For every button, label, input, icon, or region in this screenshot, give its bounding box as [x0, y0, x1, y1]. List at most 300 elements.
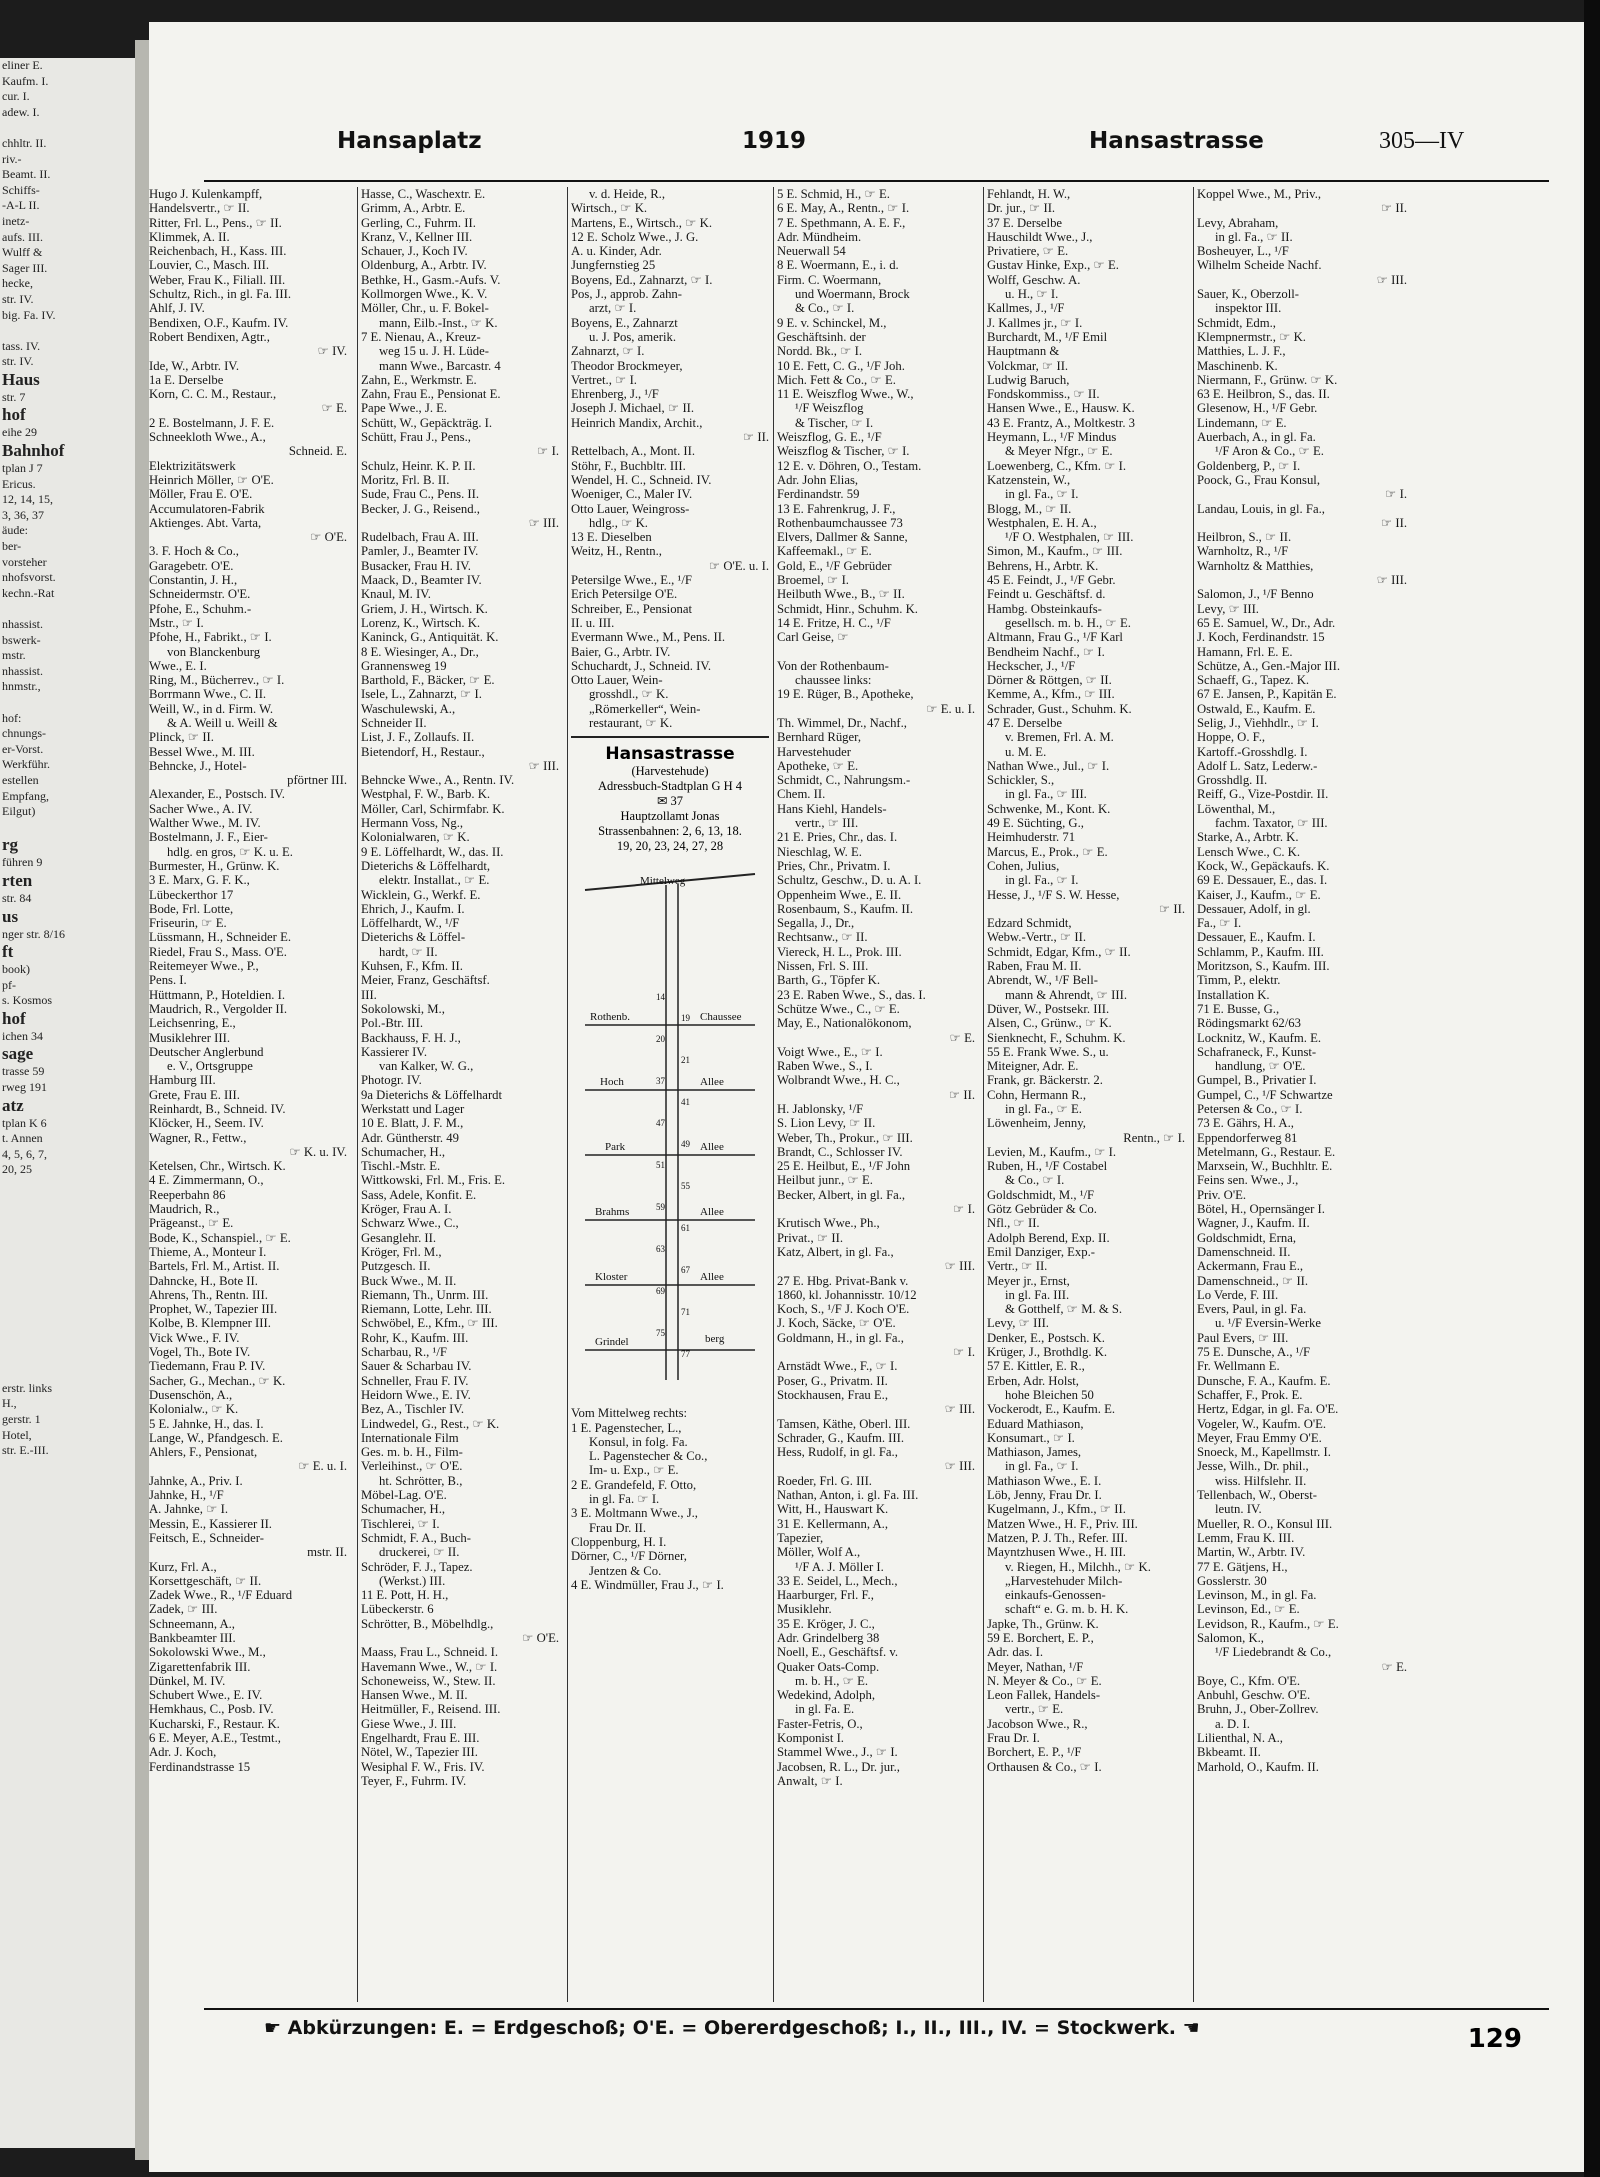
directory-entry: Denker, E., Postsch. K. — [987, 1330, 1105, 1345]
directory-entry: Glesenow, H., ¹/F Gebr. — [1197, 401, 1318, 416]
directory-entry: Kröger, Frau A. I. — [361, 1202, 452, 1217]
directory-entry: Schütt, Frau J., Pens., — [361, 430, 471, 445]
directory-entry: Bode, Frl. Lotte, — [149, 901, 234, 916]
directory-entry: Scharbau, R., ¹/F — [361, 1345, 447, 1360]
directory-entry: Koppel Wwe., M., Priv., — [1197, 187, 1322, 201]
directory-entry: Wagner, J., Kaufm. II. — [1197, 1216, 1310, 1231]
prev-page-line: äude: — [2, 523, 28, 538]
previous-page-strip — [0, 58, 135, 2148]
prev-page-line: Empfang, — [2, 788, 49, 803]
directory-entry: Schwöbel, E., Kfm., ☞ III. — [361, 1316, 498, 1331]
directory-entry: Zadek, ☞ III. — [149, 1602, 218, 1617]
directory-entry: Ring, M., Bücherrev., ☞ I. — [149, 673, 285, 688]
directory-entry: Burmester, H., Grünw. K. — [149, 858, 280, 873]
directory-entry: Landau, Louis, in gl. Fa., — [1197, 501, 1325, 516]
directory-entry: Sauer & Scharbau IV. — [361, 1359, 472, 1374]
directory-entry: Katz, Albert, in gl. Fa., — [777, 1244, 894, 1259]
map-label: berg — [705, 1333, 725, 1346]
directory-entry: Levidson, R., Kaufm., ☞ E. — [1197, 1616, 1339, 1631]
directory-entry: Lübeckerthor 17 — [149, 887, 234, 902]
directory-entry: Komponist I. — [777, 1731, 844, 1746]
street-below-line: Jentzen & Co. — [589, 1563, 662, 1578]
map-house-number: 21 — [681, 1055, 690, 1066]
directory-entry: Pfohe, E., Schuhm.- — [149, 601, 252, 616]
directory-entry: Ehrenberg, J., ¹/F — [571, 387, 659, 402]
directory-entry: Westphal, F. W., Barb. K. — [361, 787, 491, 802]
directory-entry: in gl. Fa., ☞ E. — [1005, 1102, 1082, 1116]
prev-page-line: estellen — [2, 772, 39, 787]
directory-entry: Miteigner, Adr. E. — [987, 1059, 1079, 1074]
prev-page-line: rweg 191 — [2, 1080, 47, 1095]
directory-entry: Bruhn, J., Ober-Zollrev. — [1197, 1702, 1319, 1717]
map-label: Allee — [700, 1206, 724, 1219]
directory-entry: Constantin, J. H., — [149, 573, 238, 588]
directory-entry: Evers, Paul, in gl. Fa. — [1197, 1302, 1307, 1317]
directory-entry: Schneemann, A., — [149, 1616, 235, 1631]
directory-entry: Löb, Jenny, Frau Dr. I. — [987, 1488, 1102, 1503]
directory-entry: Schaeff, G., Tapez. K. — [1197, 673, 1310, 688]
column-divider — [357, 187, 358, 2002]
directory-entry: Alexander, E., Postsch. IV. — [149, 787, 285, 802]
prev-page-line: big. Fa. IV. — [2, 307, 56, 322]
directory-entry: 5 E. Jahnke, H., das. I. — [149, 1416, 264, 1431]
directory-entry: schaft“ e. G. m. b. H. K. — [1005, 1602, 1129, 1617]
directory-entry: Woeniger, C., Maler IV. — [571, 487, 693, 502]
directory-entry: Otto Lauer, Wein- — [571, 673, 663, 688]
directory-entry: v. d. Heide, R., — [589, 187, 665, 201]
prev-page-line: kechn.-Rat — [2, 585, 55, 600]
directory-entry: Haarburger, Frl. F., — [777, 1588, 874, 1603]
directory-entry: restaurant, ☞ K. — [589, 715, 673, 730]
directory-entry: Schröder, F. J., Tapez. — [361, 1559, 473, 1574]
prev-page-line: nhofsvorst. — [2, 570, 56, 585]
directory-entry: in gl. Fa. E. — [795, 1702, 855, 1717]
directory-entry: ☞ E. — [1381, 1659, 1407, 1674]
directory-entry: Alsen, C., Grünw., ☞ K. — [987, 1016, 1112, 1031]
directory-entry: & Gotthelf, ☞ M. & S. — [1005, 1302, 1123, 1317]
map-label: Allee — [700, 1141, 724, 1154]
directory-entry: mstr. II. — [307, 1545, 347, 1560]
prev-page-line: Werkführ. — [2, 757, 51, 772]
directory-entry: Giese Wwe., J. III. — [361, 1716, 457, 1731]
directory-entry: Von der Rothenbaum- — [777, 658, 889, 673]
directory-entry: Tischl.-Mstr. E. — [361, 1159, 441, 1174]
map-house-number: 47 — [656, 1118, 665, 1129]
prev-page-line — [0, 323, 135, 339]
directory-entry: inspektor III. — [1215, 301, 1282, 316]
directory-entry: Simon, M., Kaufm., ☞ III. — [987, 544, 1123, 559]
prev-page-line — [0, 1225, 135, 1241]
directory-entry: Bkbeamt. II. — [1197, 1745, 1261, 1760]
directory-entry: ¹/F Weiszflog — [795, 401, 864, 416]
directory-entry: in gl. Fa., ☞ III. — [1005, 787, 1087, 802]
prev-page-line: sage — [2, 1044, 34, 1064]
prev-page-line: erstr. links — [2, 1380, 52, 1395]
directory-entry: Zahnarzt, ☞ I. — [571, 344, 645, 359]
directory-entry: Klimmek, A. II. — [149, 229, 230, 244]
map-house-number: 75 — [656, 1328, 665, 1339]
book-gutter — [135, 40, 149, 2160]
directory-entry: Nötel, W., Tapezier III. — [361, 1745, 478, 1760]
directory-entry: A. u. Kinder, Adr. — [571, 244, 662, 259]
directory-entry: Hauschildt Wwe., J., — [987, 229, 1093, 244]
directory-entry: 67 E. Jansen, P., Kapitän E. — [1197, 687, 1337, 702]
directory-entry: Petersen & Co., ☞ I. — [1197, 1102, 1303, 1116]
directory-entry: Ostwald, E., Kaufm. E. — [1197, 701, 1316, 716]
directory-entry: Rettelbach, A., Mont. II. — [571, 444, 696, 459]
map-label: Allee — [700, 1076, 724, 1089]
prev-page-line: us — [2, 906, 19, 926]
directory-entry: Bendheim Nachf., ☞ I. — [987, 644, 1105, 659]
map-label: Grindel — [595, 1336, 629, 1349]
directory-entry: 6 E. May, A., Rentn., ☞ I. — [777, 201, 910, 216]
directory-entry: Accumulatoren-Fabrik — [149, 501, 265, 516]
directory-entry: Dessauer, E., Kaufm. I. — [1197, 930, 1316, 945]
directory-entry: ☞ O'E. u. I. — [708, 558, 769, 573]
directory-entry: Vertr., ☞ II. — [987, 1259, 1048, 1274]
prev-page-line: vorsteher — [2, 554, 47, 569]
directory-entry: Blogg, M., ☞ II. — [987, 501, 1072, 516]
directory-entry: Installation K. — [1197, 987, 1270, 1002]
directory-entry: „Römerkeller“, Wein- — [589, 701, 701, 716]
directory-entry: Jesse, Wilh., Dr. phil., — [1197, 1459, 1309, 1474]
directory-entry: Wirtsch., ☞ K. — [571, 201, 648, 216]
directory-entry: ¹/F Liedebrandt & Co., — [1215, 1645, 1332, 1660]
prev-page-line: ber- — [2, 539, 22, 554]
directory-entry: Apotheke, ☞ E. — [777, 758, 859, 773]
prev-page-line: riv.- — [2, 151, 22, 166]
directory-entry: Schrader, G., Kaufm. III. — [777, 1430, 905, 1445]
directory-entry: in gl. Fa., ☞ I. — [1005, 873, 1079, 888]
directory-entry: Matthies, L. J. F., — [1197, 344, 1286, 359]
directory-entry: Garagebetr. O'E. — [149, 558, 234, 573]
directory-entry: Oppenheim Wwe., E. II. — [777, 887, 902, 902]
street-below-line: Konsul, in folg. Fa. — [589, 1434, 688, 1449]
directory-entry: Ketelsen, Chr., Wirtsch. K. — [149, 1159, 286, 1174]
directory-entry: Tellenbach, W., Oberst- — [1197, 1488, 1317, 1503]
directory-entry: Marcus, E., Prok., ☞ E. — [987, 844, 1108, 859]
directory-entry: Schickler, S., — [987, 773, 1055, 788]
directory-entry: Hamburg III. — [149, 1073, 216, 1088]
directory-entry: & Meyer Nfgr., ☞ E. — [1005, 444, 1113, 459]
directory-entry: & Co., ☞ I. — [795, 301, 855, 316]
directory-entry: Griem, J. H., Wirtsch. K. — [361, 601, 488, 616]
directory-entry: Mayntzhusen Wwe., H. III. — [987, 1545, 1126, 1560]
directory-entry: Kucharski, F., Restaur. K. — [149, 1716, 280, 1731]
directory-entry: Roeder, Frl. G. III. — [777, 1473, 872, 1488]
directory-entry: Schmidt, Hinr., Schuhm. K. — [777, 601, 918, 616]
directory-entry: Riedel, Frau S., Mass. O'E. — [149, 944, 287, 959]
directory-entry: Hans Kiehl, Handels- — [777, 801, 887, 816]
street-below-line: in gl. Fa. ☞ I. — [589, 1492, 660, 1507]
directory-entry: 1860, kl. Johannisstr. 10/12 — [777, 1287, 917, 1302]
street-below-line: 1 E. Pagenstecher, L., — [571, 1420, 682, 1435]
directory-entry: Boye, C., Kfm. O'E. — [1197, 1673, 1301, 1688]
directory-entry: 25 E. Heilbut, E., ¹/F John — [777, 1159, 911, 1174]
directory-entry: vertr., ☞ III. — [795, 816, 859, 831]
directory-entry: 21 E. Pries, Chr., das. I. — [777, 830, 898, 845]
directory-entry: 71 E. Busse, G., — [1197, 1001, 1280, 1016]
directory-entry: Grete, Frau E. III. — [149, 1087, 240, 1102]
prev-page-line: er-Vorst. — [2, 741, 44, 756]
directory-entry: Vogel, Th., Bote IV. — [149, 1345, 251, 1360]
directory-entry: Leon Fallek, Handels- — [987, 1688, 1101, 1703]
directory-entry: Schmidt, Edm., — [1197, 315, 1276, 330]
directory-entry: Schrader, Gust., Schuhm. K. — [987, 701, 1132, 716]
prev-page-line — [0, 1209, 135, 1225]
directory-entry: Rechtsanw., ☞ II. — [777, 930, 868, 945]
directory-entry: 73 E. Gährs, H. A., — [1197, 1116, 1294, 1131]
directory-entry: Schneidermstr. O'E. — [149, 587, 251, 602]
directory-entry: Wittkowski, Frl. M., Fris. E. — [361, 1173, 505, 1188]
directory-entry: A. Jahnke, ☞ I. — [149, 1502, 229, 1517]
directory-entry: Maudrich, R., Vergolder II. — [149, 1001, 288, 1016]
directory-entry: Evermann Wwe., M., Pens. II. — [571, 630, 726, 645]
prev-page-line: t. Annen — [2, 1131, 43, 1146]
directory-entry: Teyer, F., Fuhrm. IV. — [361, 1773, 467, 1788]
directory-entry: Lange, W., Pfandgesch. E. — [149, 1430, 283, 1445]
directory-entry: Hüttmann, P., Hoteldien. I. — [149, 987, 286, 1002]
directory-entry: (Werkst.) III. — [379, 1573, 446, 1588]
directory-entry: Schaffer, F., Prok. E. — [1197, 1387, 1303, 1402]
directory-entry: Maudrich, R., — [149, 1202, 220, 1217]
directory-entry: Louvier, C., Masch. III. — [149, 258, 269, 273]
directory-entry: Schneider II. — [361, 715, 427, 730]
directory-entry: Behncke Wwe., A., Rentn. IV. — [361, 773, 515, 788]
directory-entry: Kaffeemakl., ☞ E. — [777, 544, 872, 559]
directory-entry: Moritz, Frl. B. II. — [361, 472, 450, 487]
header-left-street: Hansaplatz — [337, 128, 482, 154]
directory-entry: Witt, H., Hauswart K. — [777, 1502, 889, 1517]
directory-entry: Möller, Wolf A., — [777, 1545, 861, 1560]
directory-entry: Dieterichs & Löffelhardt, — [361, 858, 491, 873]
directory-entry: ☞ E. — [949, 1030, 975, 1045]
directory-entry: Hauptmann & — [987, 344, 1060, 359]
directory-entry: 12 E. v. Döhren, O., Testam. — [777, 458, 922, 473]
directory-entry: Ahlf, J. IV. — [149, 301, 205, 316]
directory-entry: Pape Wwe., J. E. — [361, 401, 448, 416]
prev-page-line: eliner E. — [2, 58, 43, 72]
directory-entry: v. Bremen, Frl. A. M. — [1005, 730, 1114, 745]
directory-entry: hohe Bleichen 50 — [1005, 1387, 1094, 1402]
directory-entry: Grannensweg 19 — [361, 658, 447, 673]
map-label: Hoch — [600, 1076, 624, 1089]
directory-entry: in gl. Fa. III. — [1005, 1287, 1070, 1302]
directory-entry: J. Koch, Säcke, ☞ O'E. — [777, 1316, 896, 1331]
directory-entry: Schultz, Rich., in gl. Fa. III. — [149, 287, 292, 302]
street-block-subtitle: (Harvestehude) — [631, 764, 709, 779]
directory-entry: Pens. I. — [149, 973, 187, 988]
directory-entry: arzt, ☞ I. — [589, 301, 637, 316]
prev-page-line: gerstr. 1 — [2, 1411, 41, 1426]
directory-entry: Bötel, H., Opernsänger I. — [1197, 1202, 1325, 1217]
directory-entry: Stammel Wwe., J., ☞ I. — [777, 1745, 898, 1760]
directory-entry: 69 E. Dessauer, E., das. I. — [1197, 873, 1328, 888]
directory-entry: Lindemann, ☞ E. — [1197, 415, 1287, 430]
directory-entry: ☞ III. — [528, 515, 559, 530]
prev-page-line: pf- — [2, 977, 16, 992]
prev-page-line: bswerk- — [2, 632, 41, 647]
prev-page-line — [0, 1303, 135, 1319]
directory-entry: Theodor Brockmeyer, — [571, 358, 683, 373]
directory-entry: Baier, G., Arbtr. IV. — [571, 644, 671, 659]
directory-entry: Th. Wimmel, Dr., Nachf., — [777, 715, 907, 730]
directory-entry: Reinhardt, B., Schneid. IV. — [149, 1102, 286, 1116]
directory-entry: Westphalen, E. H. A., — [987, 515, 1097, 530]
directory-entry: Busacker, Frau H. IV. — [361, 558, 471, 573]
directory-entry: Feindt u. Geschäftsf. d. — [987, 587, 1106, 602]
directory-entry: Levy, ☞ III. — [1197, 601, 1259, 616]
directory-entry: Kollmorgen Wwe., K. V. — [361, 287, 488, 302]
directory-entry: Walther Wwe., M. IV. — [149, 816, 261, 831]
directory-entry: Bostelmann, J. F., Eier- — [149, 830, 268, 845]
street-below-line: 4 E. Windmüller, Frau J., ☞ I. — [571, 1577, 724, 1592]
directory-entry: ☞ I. — [953, 1202, 975, 1217]
directory-entry: Warnholtz, R., ¹/F — [1197, 544, 1289, 559]
directory-entry: Goldschmidt, Erna, — [1197, 1230, 1297, 1245]
directory-entry: 55 E. Frank Wwe. S., u. — [987, 1044, 1109, 1059]
directory-entry: Borrmann Wwe., C. II. — [149, 687, 267, 702]
directory-entry: Sauer, K., Oberzoll- — [1197, 287, 1300, 302]
directory-entry: Knaul, M. IV. — [361, 587, 431, 602]
map-house-number: 51 — [656, 1160, 665, 1171]
directory-entry: & Tischer, ☞ I. — [795, 415, 874, 430]
directory-entry: 75 E. Dunsche, A., ¹/F — [1197, 1345, 1311, 1360]
directory-entry: List, J. F., Zollaufs. II. — [361, 730, 475, 745]
directory-entry: Schütt, W., Gepäckträg. I. — [361, 415, 493, 430]
directory-entry: ☞ II. — [742, 430, 769, 445]
directory-entry: Jahnke, A., Priv. I. — [149, 1473, 243, 1488]
directory-entry: 77 E. Gätjens, H., — [1197, 1559, 1288, 1574]
directory-entry: Lo Verde, F. III. — [1197, 1287, 1279, 1302]
directory-entry: Webw.-Vertr., ☞ II. — [987, 930, 1087, 945]
directory-entry: Tischlerei, ☞ I. — [361, 1516, 440, 1531]
directory-entry: ☞ III. — [944, 1459, 975, 1474]
directory-entry: Heitmüller, F., Reisend. III. — [361, 1702, 501, 1717]
abbreviations-legend: ☛ Abkürzungen: E. = Erdgeschoß; O'E. = Obererdgeschoß; I., II., III., IV. = Stockwerk. ☚ — [264, 2017, 1200, 2039]
directory-entry: 23 E. Raben Wwe., S., das. I. — [777, 987, 926, 1002]
directory-entry: Auerbach, A., in gl. Fa. — [1197, 430, 1316, 445]
directory-entry: Grosshdlg. II. — [1197, 773, 1268, 788]
directory-entry: ☞ E. u. I. — [298, 1459, 347, 1474]
directory-entry: Locknitz, W., Kaufm. E. — [1197, 1030, 1322, 1045]
directory-entry: Carl Geise, ☞ — [777, 630, 849, 645]
directory-entry: Hugo J. Kulenkampff, — [149, 187, 263, 201]
directory-entry: in gl. Fa., ☞ I. — [1005, 487, 1079, 502]
directory-entry: Bendixen, O.F., Kaufm. IV. — [149, 315, 289, 330]
directory-entry: Grimm, A., Arbtr. E. — [361, 201, 466, 216]
directory-entry: Ludwig Baruch, — [987, 372, 1070, 387]
directory-entry: Lübeckerstr. 6 — [361, 1602, 434, 1617]
directory-entry: Salomon, J., ¹/F Benno — [1197, 587, 1314, 602]
directory-entry: 11 E. Weiszflog Wwe., W., — [777, 387, 914, 402]
directory-entry: Salomon, K., — [1197, 1630, 1264, 1645]
directory-entry: in gl. Fa., ☞ I. — [1005, 1459, 1079, 1474]
directory-entry: ☞ II. — [1158, 901, 1185, 916]
directory-entry: Waschulewski, A., — [361, 701, 456, 716]
directory-entry: Schauer, J., Koch IV. — [361, 244, 468, 259]
street-below-line: L. Pagenstecher & Co., — [589, 1449, 708, 1464]
header-page-ref: 305—IV — [1379, 128, 1465, 154]
prev-page-line: rten — [2, 870, 33, 890]
map-house-number: 71 — [681, 1307, 690, 1318]
directory-entry: Burchardt, M., ¹/F Emil — [987, 329, 1108, 344]
directory-entry: Behncke, J., Hotel- — [149, 758, 247, 773]
prev-page-line: chhltr. II. — [2, 135, 47, 150]
page-header — [149, 122, 1584, 162]
directory-entry: Wilhelm Scheide Nachf. — [1197, 258, 1322, 273]
directory-entry: ☞ O'E. — [310, 530, 347, 545]
map-label: Rothenb. — [590, 1011, 631, 1024]
scan-edge — [1584, 0, 1600, 2177]
directory-entry: Adr. das. I. — [987, 1645, 1044, 1660]
prev-page-line: inetz- — [2, 213, 30, 228]
prev-page-line — [0, 1365, 135, 1381]
street-info-line: Strassenbahnen: 2, 6, 13, 18. — [598, 824, 742, 839]
directory-entry: 27 E. Hbg. Privat-Bank v. — [777, 1273, 909, 1288]
map-label: Allee — [700, 1271, 724, 1284]
directory-entry: Sienknecht, F., Schuhm. K. — [987, 1030, 1126, 1045]
prev-page-line — [0, 1318, 135, 1334]
prev-page-line: hecke, — [2, 276, 33, 291]
directory-entry: 57 E. Kittler, E. R., — [987, 1359, 1085, 1374]
street-info-line: Adressbuch-Stadtplan G H 4 — [597, 779, 743, 794]
directory-entry: Fehlandt, H. W., — [987, 187, 1071, 201]
prev-page-line: atz — [2, 1095, 24, 1115]
directory-entry: Nathan Wwe., Jul., ☞ I. — [987, 758, 1110, 773]
directory-entry: Schmidt, F. A., Buch- — [361, 1530, 472, 1545]
directory-entry: Snoeck, M., Kapellmstr. I. — [1197, 1445, 1331, 1460]
directory-entry: Wedekind, Adolph, — [777, 1688, 875, 1703]
directory-entry: und Woermann, Brock — [795, 287, 910, 302]
directory-entry: Messin, E., Kassierer II. — [149, 1516, 272, 1531]
directory-entry: 3. F. Hoch & Co., — [149, 544, 239, 559]
directory-entry: 13 E. Dieselben — [571, 530, 652, 545]
directory-entry: wiss. Hilfslehr. II. — [1215, 1473, 1307, 1488]
directory-entry: Kemme, A., Kfm., ☞ III. — [987, 687, 1115, 702]
directory-entry: Neuerwall 54 — [777, 244, 846, 259]
prev-page-line: nhassist. — [2, 617, 44, 631]
directory-entry: Bessel Wwe., M. III. — [149, 744, 255, 759]
prev-page-line: hof: — [2, 710, 22, 725]
directory-entry: grosshdl., ☞ K. — [589, 687, 669, 702]
directory-entry: Feitsch, E., Schneider- — [149, 1530, 264, 1545]
directory-entry: Ferdinandstr. 59 — [777, 487, 860, 502]
directory-entry: Schumacher, H., — [361, 1502, 446, 1517]
directory-entry: Bosheuyer, L., ¹/F — [1197, 244, 1289, 259]
directory-entry: Firm. C. Woermann, — [777, 272, 882, 287]
prev-page-line: str. E.-III. — [2, 1443, 49, 1458]
prev-page-line: hof — [2, 405, 26, 425]
directory-entry: 9 E. Löffelhardt, W., das. II. — [361, 844, 504, 859]
directory-entry: 1a E. Derselbe — [149, 372, 224, 387]
directory-entry: Anbuhl, Geschw. O'E. — [1197, 1688, 1311, 1703]
directory-entry: u. J. Pos, amerik. — [589, 329, 677, 344]
directory-entry: 65 E. Samuel, W., Dr., Adr. — [1197, 615, 1336, 630]
map-house-number: 69 — [656, 1286, 665, 1297]
directory-entry: „Harvestehuder Milch- — [1005, 1573, 1123, 1588]
directory-entry: Heimhuderstr. 71 — [987, 830, 1076, 845]
prev-page-line: -A-L II. — [2, 198, 40, 213]
directory-entry: 49 E. Süchting, G., — [987, 816, 1084, 831]
directory-entry: Goldschmidt, M., ¹/F — [987, 1187, 1095, 1202]
directory-entry: 13 E. Fahrenkrug, J. F., — [777, 501, 896, 516]
directory-entry: mann & Ahrendt, ☞ III. — [1005, 987, 1128, 1002]
column-2 — [361, 187, 559, 2002]
directory-entry: Raben, Frau M. II. — [987, 959, 1082, 974]
directory-entry: ☞ III. — [1376, 573, 1407, 588]
prev-page-line — [0, 695, 135, 711]
